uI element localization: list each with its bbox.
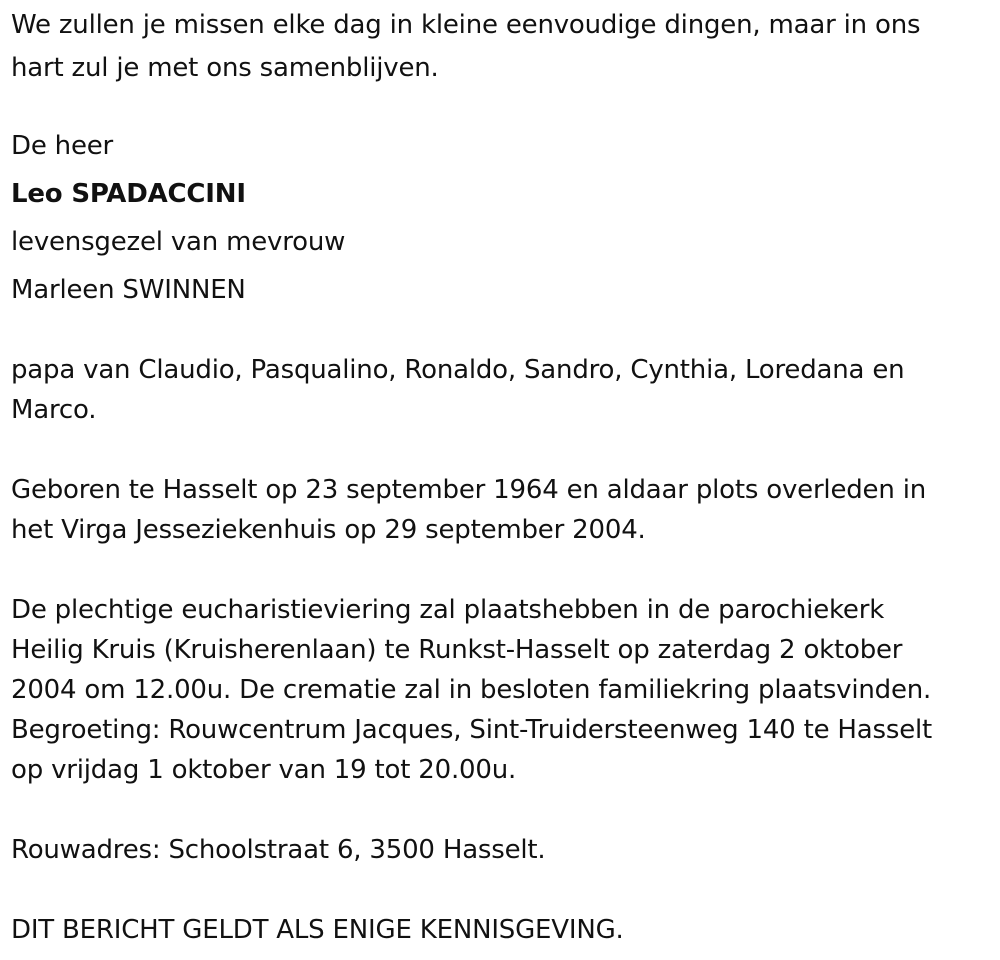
children-line-2: Marco. xyxy=(11,395,97,425)
ceremony-line-1: De plechtige eucharistieviering zal plaatshebben in de parochiekerk xyxy=(11,595,885,625)
intro-line-2: hart zul je met ons samenblijven. xyxy=(11,53,439,83)
birth-death-line-1: Geboren te Hasselt op 23 september 1964 en aldaar plots overleden in xyxy=(11,475,926,505)
notice-footer: DIT BERICHT GELDT ALS ENIGE KENNISGEVING. xyxy=(11,915,624,945)
birth-death-line-2: het Virga Jesseziekenhuis op 29 september 2004. xyxy=(11,515,646,545)
partner-name: Marleen SWINNEN xyxy=(11,275,246,305)
intro-line-1: We zullen je missen elke dag in kleine eenvoudige dingen, maar in ons xyxy=(11,10,921,40)
ceremony-line-3: 2004 om 12.00u. De crematie zal in besloten familiekring plaatsvinden. xyxy=(11,675,932,705)
partner-intro: levensgezel van mevrouw xyxy=(11,227,346,257)
deceased-name: Leo SPADACCINI xyxy=(11,179,246,209)
title-prefix: De heer xyxy=(11,131,114,161)
ceremony-line-4: Begroeting: Rouwcentrum Jacques, Sint-Truidersteenweg 140 te Hasselt xyxy=(11,715,933,745)
ceremony-line-5: op vrijdag 1 oktober van 19 tot 20.00u. xyxy=(11,755,517,785)
children-line-1: papa van Claudio, Pasqualino, Ronaldo, Sandro, Cynthia, Loredana en xyxy=(11,355,905,385)
ceremony-line-2: Heilig Kruis (Kruisherenlaan) te Runkst-Hasselt op zaterdag 2 oktober xyxy=(11,635,903,665)
mourning-address: Rouwadres: Schoolstraat 6, 3500 Hasselt. xyxy=(11,835,546,865)
